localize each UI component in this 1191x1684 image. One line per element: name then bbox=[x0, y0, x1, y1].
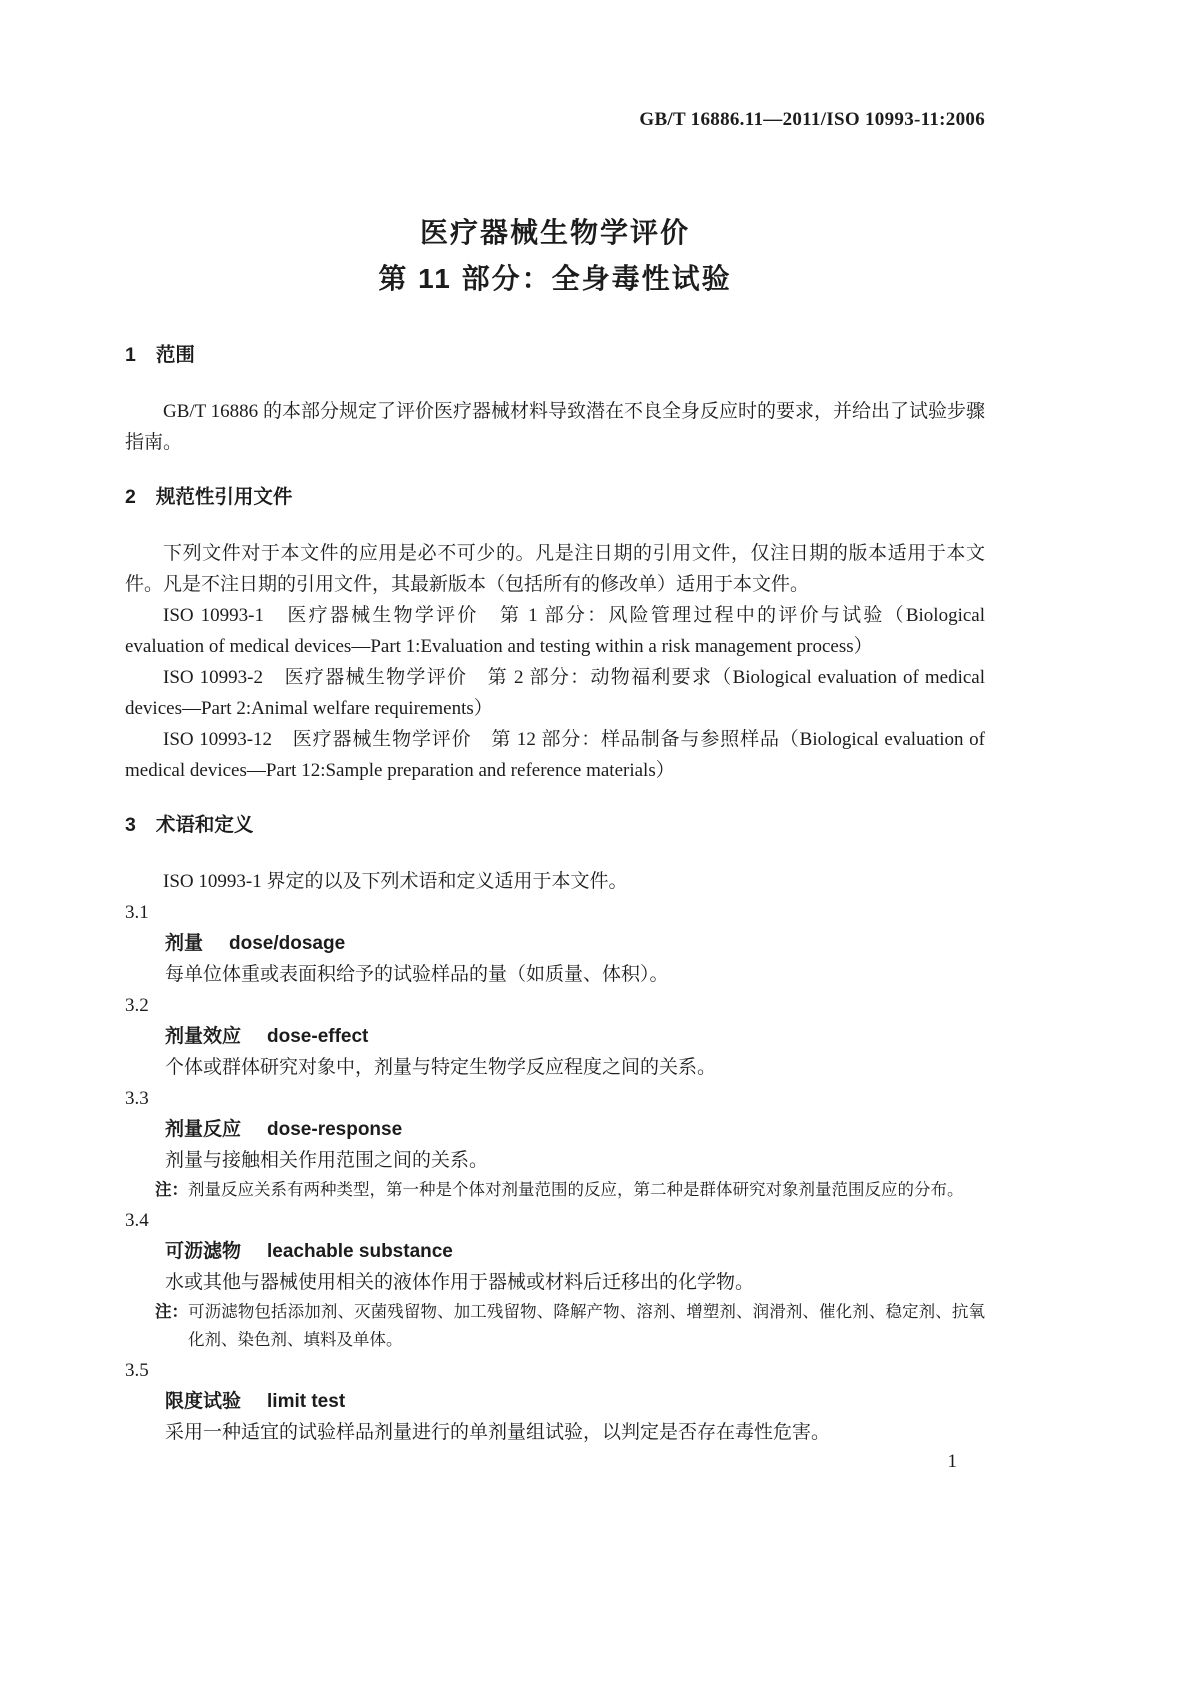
title-line-2: 第 11 部分：全身毒性试验 bbox=[378, 263, 732, 294]
term-zh-label: 剂量反应 bbox=[165, 1119, 242, 1140]
page-number: 1 bbox=[947, 1451, 957, 1472]
term-note bbox=[155, 1176, 985, 1205]
section-normative-references bbox=[125, 482, 985, 786]
term-number: 3.4 bbox=[125, 1209, 149, 1231]
term-number: 3.1 bbox=[125, 902, 149, 923]
term-number: 3.5 bbox=[125, 1359, 149, 1381]
term-definition: 每单位体重或表面积给予的试验样品的量（如质量、体积）。 bbox=[165, 964, 669, 985]
term-en-label: dose-effect bbox=[267, 1026, 369, 1047]
term-number: 3.2 bbox=[125, 995, 149, 1016]
section-2-title: 规范性引用文件 bbox=[155, 486, 293, 508]
section-terms-definitions bbox=[125, 810, 985, 1448]
section-1-title: 范围 bbox=[155, 344, 195, 366]
term-en-label: dose/dosage bbox=[229, 933, 346, 954]
section-3-intro: ISO 10993-1 界定的以及下列术语和定义适用于本文件。 bbox=[163, 871, 628, 892]
note-text: 可沥滤物包括添加剂、灭菌残留物、加工残留物、降解产物、溶剂、增塑剂、润滑剂、催化剂、稳定剂、抗氧化剂、染色剂、填料及单体。 bbox=[188, 1301, 985, 1349]
reference-item-2: ISO 10993-2 医疗器械生物学评价 第 2 部分：动物福利要求（Biological evaluation of medical devices—Part 2:Animal welfare requirements） bbox=[125, 667, 985, 719]
section-1-heading bbox=[125, 340, 985, 370]
note-label: 注： bbox=[155, 1181, 188, 1199]
term-title bbox=[165, 1114, 985, 1145]
reference-item-3: ISO 10993-12 医疗器械生物学评价 第 12 部分：样品制备与参照样品（Biological evaluation of medical devices—Part 12:Sample preparation and reference materials） bbox=[125, 729, 985, 781]
term-zh-label: 剂量 bbox=[165, 933, 204, 954]
term-definition: 剂量与接触相关作用范围之间的关系。 bbox=[165, 1150, 489, 1171]
term-definition: 采用一种适宜的试验样品剂量进行的单剂量组试验，以判定是否存在毒性危害。 bbox=[165, 1421, 831, 1443]
section-1-number: 1 bbox=[125, 344, 136, 366]
term-en-label: leachable substance bbox=[267, 1240, 453, 1262]
section-2-paragraph: 下列文件对于本文件的应用是必不可少的。凡是注日期的引用文件，仅注日期的版本适用于本文件。凡是不注日期的引用文件，其最新版本（包括所有的修改单）适用于本文件。 bbox=[125, 543, 985, 595]
term-definition: 个体或群体研究对象中，剂量与特定生物学反应程度之间的关系。 bbox=[165, 1057, 717, 1078]
title-line-1: 医疗器械生物学评价 bbox=[419, 217, 690, 248]
term-entry-dose-response bbox=[125, 1083, 985, 1205]
term-definition: 水或其他与器械使用相关的液体作用于器械或材料后迁移出的化学物。 bbox=[165, 1271, 755, 1293]
term-entry-limit-test bbox=[125, 1355, 985, 1448]
term-title bbox=[165, 928, 985, 959]
section-scope bbox=[125, 340, 985, 458]
term-entry-dose-effect bbox=[125, 990, 985, 1083]
term-zh-label: 剂量效应 bbox=[165, 1026, 242, 1047]
section-3-heading bbox=[125, 810, 985, 840]
section-3-number: 3 bbox=[125, 814, 136, 836]
term-zh-label: 可沥滤物 bbox=[165, 1240, 242, 1262]
term-number: 3.3 bbox=[125, 1088, 149, 1109]
term-en-label: limit test bbox=[267, 1390, 346, 1412]
section-3-title: 术语和定义 bbox=[155, 814, 254, 836]
term-title bbox=[165, 1021, 985, 1052]
term-entry-leachable-substance bbox=[125, 1205, 985, 1355]
term-note bbox=[155, 1298, 985, 1355]
term-title bbox=[165, 1386, 985, 1417]
term-en-label: dose-response bbox=[267, 1119, 403, 1140]
section-1-paragraph: GB/T 16886 的本部分规定了评价医疗器械材料导致潜在不良全身反应时的要求，并给出了试验步骤指南。 bbox=[125, 401, 985, 453]
reference-item-1: ISO 10993-1 医疗器械生物学评价 第 1 部分：风险管理过程中的评价与试验（Biological evaluation of medical devices—Part 1:Evaluation and testing within a risk management process） bbox=[125, 605, 985, 657]
note-text: 剂量反应关系有两种类型，第一种是个体对剂量范围的反应，第二种是群体研究对象剂量范围反应的分布。 bbox=[188, 1180, 964, 1199]
term-entry-dose bbox=[125, 897, 985, 990]
term-title bbox=[165, 1236, 985, 1267]
note-label: 注： bbox=[155, 1302, 188, 1321]
section-2-heading bbox=[125, 482, 985, 512]
term-zh-label: 限度试验 bbox=[165, 1390, 242, 1412]
document-title bbox=[125, 210, 985, 302]
section-2-number: 2 bbox=[125, 486, 136, 508]
document-number: GB/T 16886.11—2011/ISO 10993-11:2006 bbox=[639, 109, 985, 130]
